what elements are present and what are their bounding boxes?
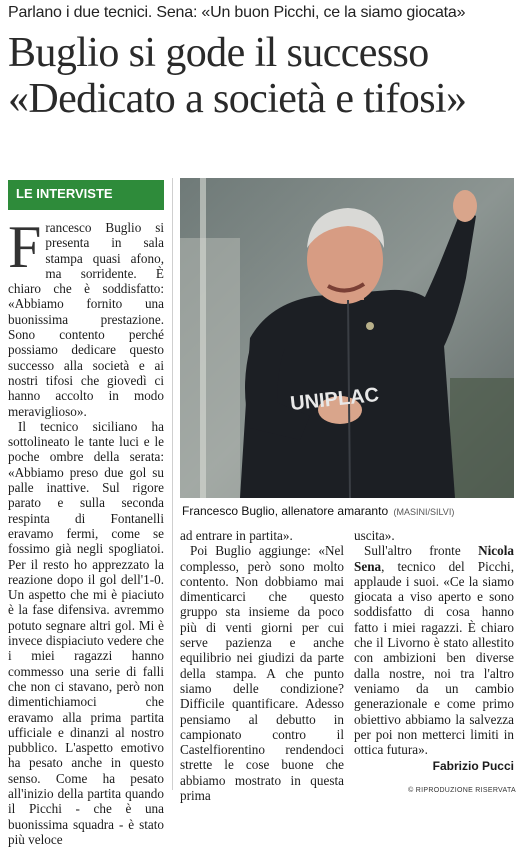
column-divider [172, 178, 173, 790]
section-rubric: LE INTERVISTE [8, 180, 164, 210]
coach-photo-image [180, 178, 514, 498]
headline-line-2: «Dedicato a società e tifosi» [8, 76, 467, 122]
article-paragraph: Sull'altro fronte Nicola Sena, tecnico del Picchi, applaude i suoi. «Ce la siamo giocata a viso aperto e sono soddisfatto di cosa hanno fatto i miei ragazzi. È chiaro che il Livorno è stato allestito con ambizioni ben diverse dalla nostre, noi tra l'altro veniamo da un cambio generazionale e come primo obiettivo abbiamo la salvezza per poi non metterci limiti in ottica futura». [354, 543, 514, 758]
copyright-note: © RIPRODUZIONE RISERVATA [408, 787, 516, 794]
shirt-sponsor-text: UNIPLAC [289, 383, 380, 416]
caption-text: Francesco Buglio, allenatore amaranto [182, 504, 389, 518]
article-column-3 [354, 528, 514, 775]
article-paragraph: Poi Buglio aggiunge: «Nel complesso, però sono molto contento. Non dobbiamo mai dimenticarci che questo gruppo sta insieme da poco più di venti giorni per cui serve pazienza e anche equilibrio nei giudizi da parte della stampa. A che punto siamo delle condizione? Difficile quantificare. Adesso pensiamo al debutto in campionato contro il Castelfiorentino rendendoci strette le cose buone che abbiamo mostrato in questa prima [180, 543, 344, 804]
headline [8, 30, 518, 122]
photo-credit: (MASINI/SILVI) [393, 507, 455, 517]
article-column-1 [8, 214, 164, 847]
coach-photo [180, 178, 514, 498]
article-paragraph: uscita». [354, 528, 395, 543]
byline: Fabrizio Pucci [432, 759, 514, 774]
headline-line-1: Buglio si gode il successo [8, 30, 429, 76]
article-paragraph: Il tecnico siciliano ha sottolineato le tante luci e le poche ombre della serata: «Abbiamo preso due gol su palle inattive. Sul rigore parato e sulla seconda respinta di Fontanelli eravamo fermi, come se fossimo già negli spogliatoi. Per il resto ho apprezzato la reazione dopo il gol dell'1-0. Un aspetto che mi è piaciuto è la fase difensiva. avremmo potuto segnare altri gol. Mi è invece dispiaciuto vedere che i miei ragazzi hanno commesso una serie di falli che non ci stavano, però non dimentichiamoci che eravamo alla prima partita ufficiale e dinanzi al nostro pubblico. L'aspetto emotivo ha pesato anche in questo senso. Come ha pesato all'inizio della partita quando il Picchi - che è una buonissima squadra - è stato più veloce [8, 418, 164, 847]
article-paragraph: Francesco Buglio si presenta in sala stampa quasi afono, ma sorridente. È chiaro che è soddisfatto: «Abbiamo fornito una buonissima prestazione. Sono contento perché possiamo dedicare questo successo alla società e ai nostri tifosi che giovedì ci hanno accolto in modo meraviglioso». [8, 214, 164, 419]
article-paragraph: ad entrare in partita». [180, 528, 293, 543]
article-column-2 [180, 528, 344, 803]
photo-caption [182, 504, 514, 518]
dropcap: F [8, 214, 42, 280]
kicker: Parlano i due tecnici. Sena: «Un buon Picchi, ce la siamo giocata» [8, 4, 466, 21]
name-highlight: Nicola Sena [354, 543, 514, 574]
